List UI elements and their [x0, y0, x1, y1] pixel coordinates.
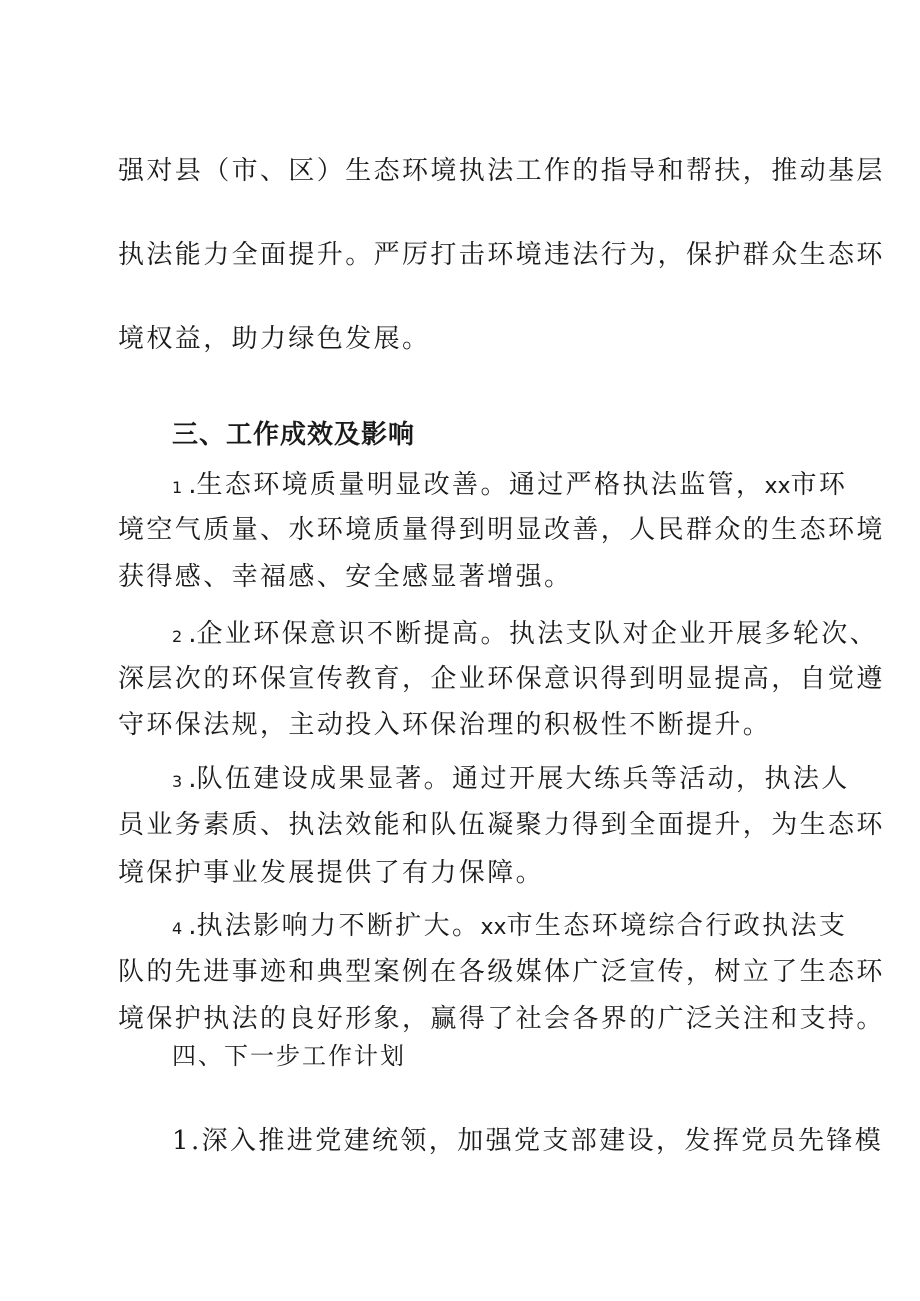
item-3-first-line	[172, 762, 850, 799]
item-2-first-line	[172, 617, 878, 654]
item-4-line-3: 境保护执法的良好形象，赢得了社会各界的广泛关注和支持。	[118, 1004, 885, 1034]
item-2-line-3: 守环保法规，主动投入环保治理的积极性不断提升。	[118, 710, 772, 740]
item-4-line-2: 队的先进事迹和典型案例在各级媒体广泛宣传，树立了生态环	[118, 957, 885, 987]
item-3-number: 3	[172, 772, 183, 791]
item-1-text: 生态环境质量明显改善。通过严格执法监管，	[196, 470, 765, 500]
item-4-sep: .	[188, 911, 197, 941]
item-1-sep: .	[188, 470, 197, 500]
item-2-sep: .	[188, 619, 197, 649]
item-3-text: 队伍建设成果显著。通过开展大练兵等活动，执法人	[196, 764, 850, 794]
item-4-abbr: xx	[480, 915, 507, 940]
item-3-line-2: 员业务素质、执法效能和队伍凝聚力得到全面提升，为生态环	[118, 810, 885, 840]
section-3-heading: 三、工作成效及影响	[172, 420, 416, 450]
item-2-text: 企业环保意识不断提高。执法支队对企业开展多轮次、	[196, 619, 879, 649]
item-4-text-tail: 市生态环境综合行政执法支	[506, 911, 848, 941]
item-2-number: 2	[172, 627, 183, 646]
plan-item-1: 1.深入推进党建统领，加强党支部建设，发挥党员先锋模	[172, 1126, 884, 1156]
section-4-heading: 四、下一步工作计划	[172, 1042, 406, 1070]
intro-line-3: 境权益，助力绿色发展。	[118, 324, 431, 354]
item-1-line-2: 境空气质量、水环境质量得到明显改善，人民群众的生态环境	[118, 515, 885, 545]
item-3-line-3: 境保护事业发展提供了有力保障。	[118, 858, 545, 888]
item-1-first-line	[172, 468, 847, 505]
item-1-text-tail: 市环	[790, 470, 848, 500]
intro-line-2: 执法能力全面提升。严厉打击环境违法行为，保护群众生态环	[118, 240, 885, 270]
item-2-line-2: 深层次的环保宣传教育，企业环保意识得到明显提高，自觉遵	[118, 664, 885, 694]
intro-line-1: 强对县（市、区）生态环境执法工作的指导和帮扶，推动基层	[118, 156, 885, 186]
item-4-first-line	[172, 909, 847, 946]
item-1-line-3: 获得感、幸福感、安全感显著增强。	[118, 562, 573, 592]
item-1-number: 1	[172, 478, 183, 497]
item-1-abbr: xx	[764, 474, 791, 499]
item-4-number: 4	[172, 919, 183, 938]
item-4-text: 执法影响力不断扩大。	[196, 911, 481, 941]
item-3-sep: .	[188, 764, 197, 794]
